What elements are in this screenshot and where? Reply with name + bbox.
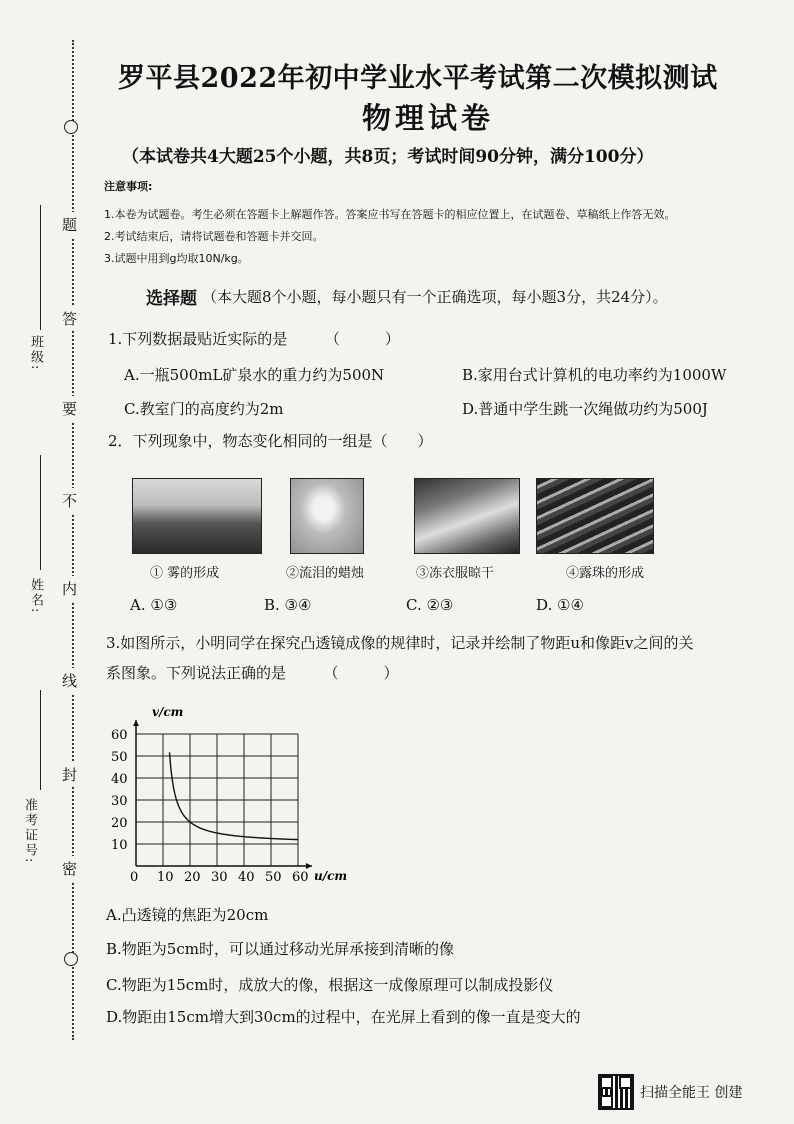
chart-x-tick-label: 30	[211, 870, 228, 885]
chart-y-tick-label: 30	[111, 794, 128, 809]
chart-y-tick-label: 50	[111, 750, 128, 765]
binding-hole-top	[64, 120, 78, 134]
chart-y-tick-label: 20	[111, 816, 128, 831]
chart-x-arrow	[306, 863, 312, 869]
question-3-option-b: B.物距为5cm时，可以通过移动光屏承接到清晰的像	[106, 940, 454, 958]
caption-frozen-clothes: ③冻衣服晾干	[416, 566, 495, 581]
seal-char-ti: 题	[62, 212, 77, 237]
question-2-option-d: D. ①④	[536, 596, 584, 614]
uv-chart	[110, 700, 370, 890]
photo-frozen-clothes	[414, 478, 520, 554]
question-2-option-c: C. ②③	[406, 596, 454, 614]
name-underline	[40, 455, 41, 570]
class-label: 班级:	[28, 335, 43, 372]
seal-char-mi: 密	[62, 856, 77, 881]
chart-x-tick-label: 10	[157, 870, 174, 885]
class-underline	[40, 205, 41, 330]
question-3-option-a: A.凸透镜的焦距为20cm	[106, 906, 269, 924]
question-3-stem-line-2: 系图象。下列说法正确的是 （ ）	[106, 664, 399, 682]
section-1-desc: （本大题8个小题，每小题只有一个正确选项，每小题3分，共24分）。	[202, 288, 668, 306]
question-3-option-c: C.物距为15cm时，成放大的像，根据这一成像原理可以制成投影仪	[106, 976, 554, 994]
name-label: 姓名:	[28, 578, 43, 615]
chart-x-tick-label: 60	[292, 870, 309, 885]
seal-char-da: 答	[62, 306, 77, 331]
photo-fog	[132, 478, 262, 554]
question-1-option-c: C.教室门的高度约为2m	[124, 400, 284, 418]
chart-x-tick-label: 40	[238, 870, 255, 885]
exam-subtitle: 物理试卷	[362, 101, 495, 135]
seal-char-nei: 内	[62, 576, 77, 601]
id-underline	[40, 690, 41, 790]
seal-char-feng: 封	[62, 762, 77, 787]
chart-y-tick-label: 60	[111, 728, 128, 743]
question-3-option-d: D.物距由15cm增大到30cm的过程中，在光屏上看到的像一直是变大的	[106, 1008, 581, 1026]
caption-candle: ②流泪的蜡烛	[286, 566, 365, 581]
note-item-2: 2.考试结束后，请将试题卷和答题卡并交回。	[104, 230, 324, 243]
note-item-1: 1.本卷为试题卷。考生必须在答题卡上解题作答。答案应书写在答题卡的相应位置上，在试题卷、草稿纸上作答无效。	[104, 208, 676, 221]
chart-x-axis-label: u/cm	[314, 869, 348, 883]
notes-heading: 注意事项:	[104, 180, 153, 193]
qr-code-icon	[598, 1074, 634, 1110]
seal-char-yao: 要	[62, 396, 77, 421]
chart-x-tick-label: 50	[265, 870, 282, 885]
chart-y-arrow	[133, 720, 139, 726]
chart-y-tick-label: 40	[111, 772, 128, 787]
question-1-option-a: A.一瓶500mL矿泉水的重力约为500N	[124, 366, 385, 384]
chart-y-axis-label: v/cm	[152, 705, 184, 719]
chart-series-line	[170, 752, 298, 839]
chart-y-tick-label: 10	[111, 838, 128, 853]
caption-dew: ④露珠的形成	[566, 566, 645, 581]
question-1-option-b: B.家用台式计算机的电功率约为1000W	[462, 366, 727, 384]
chart-x-tick-label: 20	[184, 870, 201, 885]
exam-title: 罗平县2022年初中学业水平考试第二次模拟测试	[118, 63, 718, 94]
scanner-watermark: 扫描全能王 创建	[640, 1085, 743, 1101]
question-3-stem-line-1: 3.如图所示，小明同学在探究凸透镜成像的规律时，记录并绘制了物距u和像距v之间的关	[106, 634, 694, 652]
exam-info: （本试卷共4大题25个小题，共8页；考试时间90分钟，满分100分）	[122, 147, 654, 167]
photo-dew	[536, 478, 654, 554]
section-1-title: 选择题	[146, 289, 197, 309]
binding-hole-bottom	[64, 952, 78, 966]
binding-dotted-line	[72, 40, 74, 1040]
question-2-option-b: B. ③④	[264, 596, 312, 614]
chart-x-tick-label: 0	[130, 870, 139, 885]
question-2-option-a: A. ①③	[130, 596, 178, 614]
seal-char-bu: 不	[62, 488, 77, 513]
question-1-option-d: D.普通中学生跳一次绳做功约为500J	[462, 400, 708, 418]
note-item-3: 3.试题中用到g均取10N/kg。	[104, 252, 249, 265]
photo-candle	[290, 478, 364, 554]
question-1-stem: 1.下列数据最贴近实际的是 （ ）	[108, 330, 400, 348]
id-label: 准考证号:	[22, 798, 37, 865]
question-2-stem: 2．下列现象中，物态变化相同的一组是（ ）	[108, 432, 433, 450]
seal-char-xian: 线	[62, 668, 77, 693]
caption-fog: ① 雾的形成	[150, 566, 220, 581]
